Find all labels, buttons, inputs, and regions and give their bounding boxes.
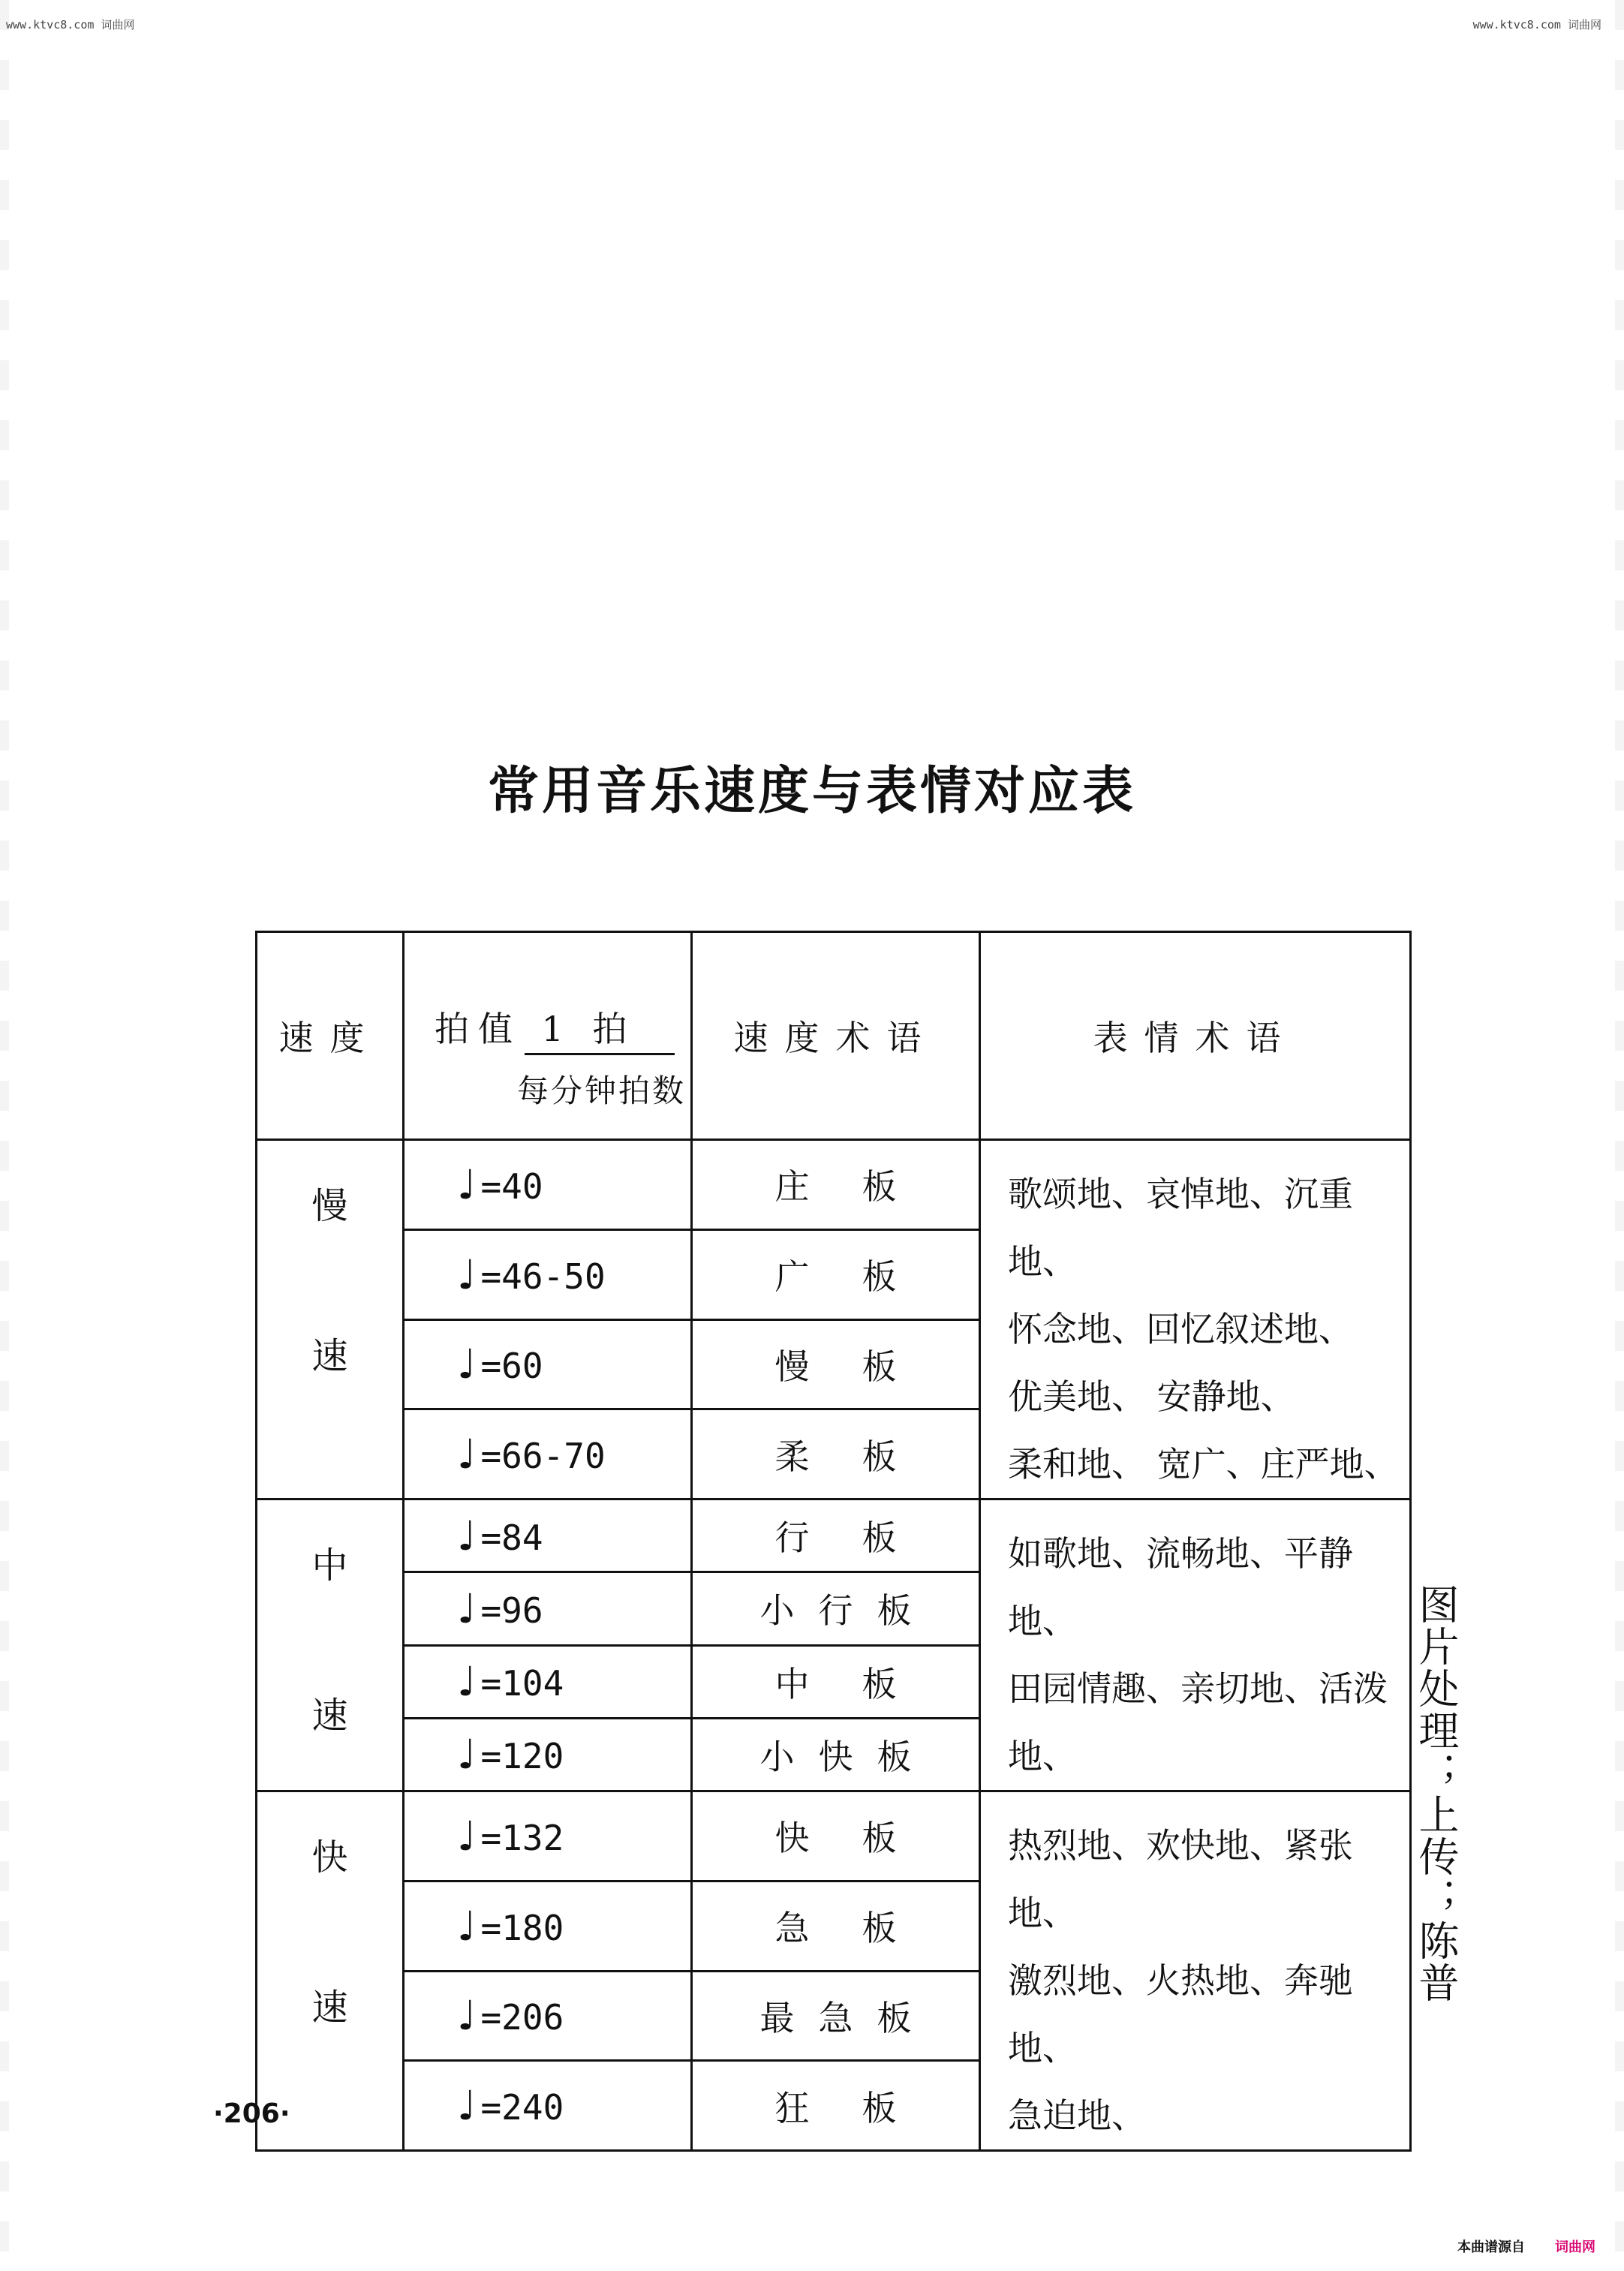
left-edge-strip bbox=[0, 0, 9, 2271]
tempo-expression-table bbox=[255, 931, 1412, 2152]
table-row bbox=[257, 1791, 1411, 1881]
header-speed: 速度 bbox=[257, 932, 404, 1140]
header-watermark-right: www.ktvc8.com 词曲网 bbox=[1472, 18, 1601, 32]
term-cell: 急板 bbox=[692, 1881, 980, 1971]
term-cell: 广板 bbox=[692, 1229, 980, 1319]
side-credit: 图片处理；上传；陈普 bbox=[1412, 1584, 1460, 2004]
table-row bbox=[257, 1140, 1411, 1230]
quarter-note-icon: ♩ bbox=[457, 2082, 477, 2130]
quarter-note-icon: ♩ bbox=[457, 1511, 477, 1560]
term-cell: 最急板 bbox=[692, 1971, 980, 2061]
quarter-note-icon: ♩ bbox=[457, 1584, 477, 1632]
header-term: 速度术语 bbox=[692, 932, 980, 1140]
header-beat bbox=[404, 932, 692, 1140]
quarter-note-icon: ♩ bbox=[457, 1430, 477, 1478]
term-cell: 柔板 bbox=[692, 1409, 980, 1499]
beat-cell: ♩ =84 bbox=[404, 1499, 692, 1572]
beat-cell: ♩ =132 bbox=[404, 1791, 692, 1881]
term-cell: 庄板 bbox=[692, 1140, 980, 1230]
beat-cell: ♩ =104 bbox=[404, 1645, 692, 1718]
beat-cell: ♩ =96 bbox=[404, 1572, 692, 1645]
right-edge-strip bbox=[1615, 0, 1624, 2271]
term-cell: 狂板 bbox=[692, 2061, 980, 2151]
quarter-note-icon: ♩ bbox=[457, 1731, 477, 1779]
expression-cell-slow: 歌颂地、哀悼地、沉重地、 怀念地、回忆叙述地、 优美地、 安静地、 柔和地、 宽广、庄严地、 bbox=[980, 1140, 1411, 1499]
term-cell: 小行板 bbox=[692, 1572, 980, 1645]
speed-category-fast: 快 速 bbox=[257, 1791, 404, 2151]
quarter-note-icon: ♩ bbox=[457, 1812, 477, 1860]
term-cell: 中板 bbox=[692, 1645, 980, 1718]
quarter-note-icon: ♩ bbox=[457, 1658, 477, 1706]
beat-cell: ♩ =66-70 bbox=[404, 1409, 692, 1499]
term-cell: 慢板 bbox=[692, 1319, 980, 1409]
beat-cell: ♩ =120 bbox=[404, 1718, 692, 1791]
table-row bbox=[257, 1499, 1411, 1572]
quarter-note-icon: ♩ bbox=[457, 1160, 477, 1208]
expression-cell-fast: 热烈地、欢快地、紧张地、 激烈地、火热地、奔驰地、 急迫地、 bbox=[980, 1791, 1411, 2151]
beat-cell: ♩ =180 bbox=[404, 1881, 692, 1971]
quarter-note-icon: ♩ bbox=[457, 1902, 477, 1950]
quarter-note-icon: ♩ bbox=[457, 1250, 477, 1298]
page-title: 常用音乐速度与表情对应表 bbox=[487, 762, 1136, 821]
table-header-row bbox=[257, 932, 1411, 1140]
quarter-note-icon: ♩ bbox=[457, 1340, 477, 1388]
term-cell: 小快板 bbox=[692, 1718, 980, 1791]
beat-cell: ♩ =46-50 bbox=[404, 1229, 692, 1319]
footer-site-link[interactable]: 词曲网 bbox=[1555, 2239, 1595, 2255]
beat-cell: ♩ =206 bbox=[404, 1971, 692, 2061]
header-expression: 表情术语 bbox=[980, 932, 1411, 1140]
term-cell: 行板 bbox=[692, 1499, 980, 1572]
beat-cell: ♩ =240 bbox=[404, 2061, 692, 2151]
quarter-note-icon: ♩ bbox=[457, 1992, 477, 2040]
header-beat-fraction-line bbox=[525, 1053, 675, 1055]
term-cell: 快板 bbox=[692, 1791, 980, 1881]
beat-cell: ♩ =60 bbox=[404, 1319, 692, 1409]
expression-cell-medium: 如歌地、流畅地、平静地、 田园情趣、亲切地、活泼 地、 bbox=[980, 1499, 1411, 1791]
header-beat-top: 拍值 1 拍 bbox=[435, 1009, 636, 1049]
header-watermark-left: www.ktvc8.com 词曲网 bbox=[6, 18, 135, 32]
speed-category-slow: 慢 速 bbox=[257, 1140, 404, 1499]
beat-cell: ♩ =40 bbox=[404, 1140, 692, 1230]
header-beat-bottom: 每分钟拍数 bbox=[517, 1072, 687, 1109]
footer-source-label: 本曲谱源自 bbox=[1457, 2239, 1525, 2255]
page-number: ·206· bbox=[213, 2098, 290, 2129]
speed-category-medium: 中 速 bbox=[257, 1499, 404, 1791]
